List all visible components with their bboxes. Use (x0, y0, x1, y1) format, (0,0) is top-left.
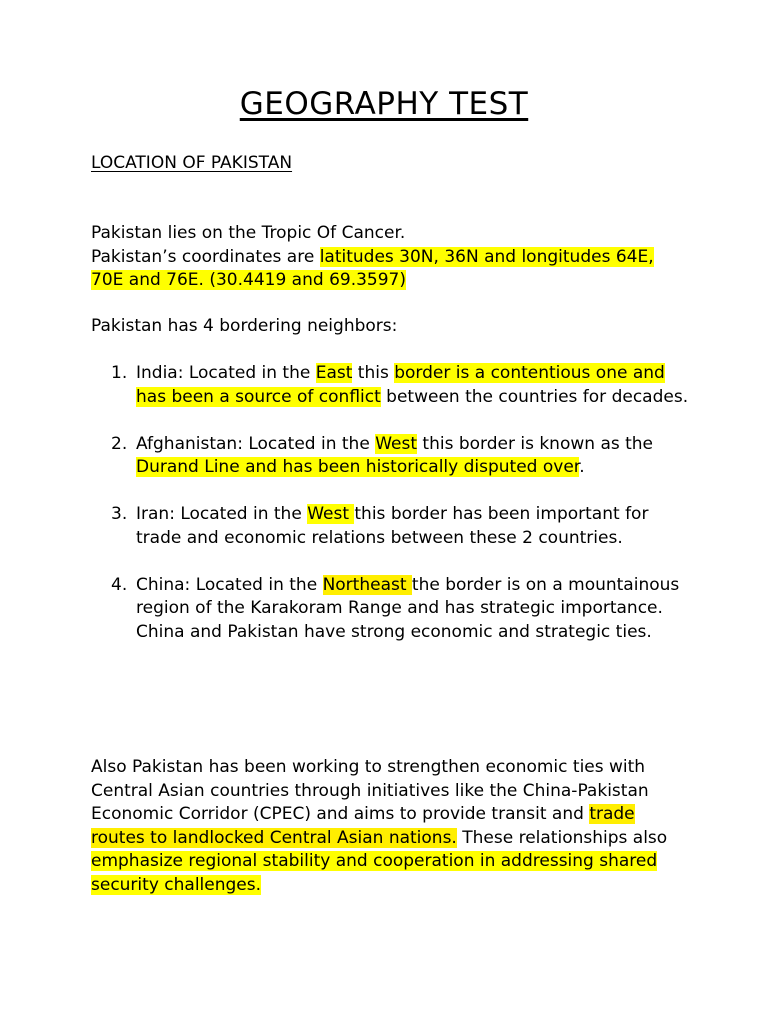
highlighted-text: Durand Line and has been historically disputed over (136, 457, 580, 477)
highlighted-text: trade routes to landlocked Central Asian nations. (91, 804, 635, 848)
text-run: Afghanistan: Located in the (136, 433, 376, 454)
text-run: Also Pakistan has been working to strengthen economic ties with Central Asian countries through initiatives like the China-Pakistan Economic Corridor (CPEC) and aims to provide transit and (91, 757, 649, 824)
text-run: India: Located in the (136, 363, 316, 383)
paragraph-location (91, 222, 691, 293)
paragraph-neighbors: Pakistan has 4 bordering neighbors: (91, 316, 398, 336)
highlighted-text: latitudes 30N, 36N and longitudes 64E, 70E and 76E. (30.4419 and 69.3597) (91, 246, 654, 290)
text-run: . (579, 457, 585, 477)
list-number: 2. (111, 433, 128, 454)
paragraph-central-asia (91, 756, 691, 897)
text-run: this border is known as the (417, 433, 654, 454)
text-run: this border has been important for trade and economic relations between these 2 countries. (136, 504, 649, 548)
list-item (91, 362, 691, 409)
highlighted-text: border is a contentious one and has been a source of conflict (136, 363, 665, 407)
text-run: the border is on a mountainous region of the Karakoram Range and has strategic importance. China and Pakistan have strong economic and strategic ties. (136, 574, 680, 642)
text-run: Iran: Located in the (136, 504, 308, 524)
paragraph-line (91, 246, 691, 293)
list-number: 1. (111, 363, 128, 383)
list-number: 4. (111, 574, 128, 595)
highlighted-text: Northeast (322, 574, 412, 595)
highlighted-text: East (315, 363, 353, 383)
text-run: this (352, 363, 395, 383)
text-run: between the countries for decades. (380, 386, 689, 407)
section-heading: LOCATION OF PAKISTAN (91, 153, 293, 173)
paragraph-line: Pakistan lies on the Tropic Of Cancer. (91, 223, 406, 243)
highlighted-text: emphasize regional stability and cooperation in addressing shared security challenges. (91, 851, 658, 895)
list-item (91, 574, 691, 645)
list-item (91, 433, 691, 480)
highlighted-text: West (307, 504, 355, 524)
text-run: Pakistan’s coordinates are (91, 246, 320, 267)
list-item (91, 503, 691, 550)
highlighted-text: West (375, 433, 417, 454)
list-number: 3. (111, 504, 128, 524)
text-run: These relationships also (456, 827, 668, 848)
text-run: China: Located in the (136, 574, 323, 595)
page-title: GEOGRAPHY TEST (239, 86, 529, 122)
neighbors-list (91, 362, 691, 668)
